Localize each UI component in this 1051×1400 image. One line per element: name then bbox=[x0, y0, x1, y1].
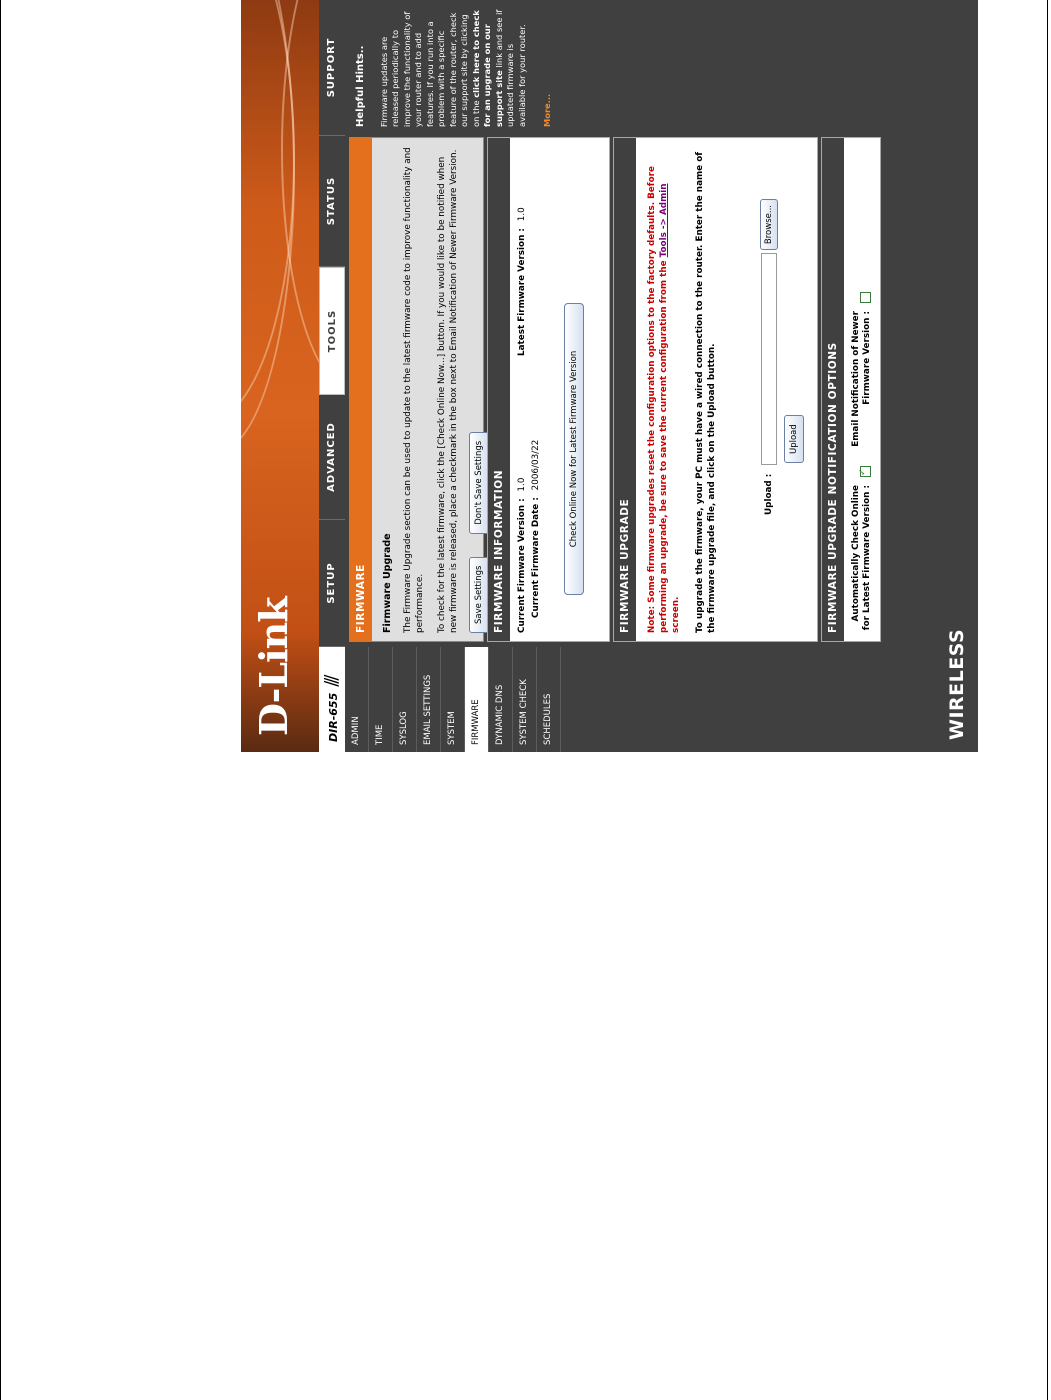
firmware-description: The Firmware Upgrade section can be used to update to the latest firmware code to improve functionality and performance. bbox=[403, 147, 425, 633]
dlink-logo: D-Link bbox=[251, 597, 296, 736]
footer-wireless-text: WIRELESS bbox=[946, 628, 968, 740]
tab-setup[interactable]: SETUP bbox=[319, 520, 345, 647]
tab-status[interactable]: STATUS bbox=[319, 136, 345, 267]
firmware-header: FIRMWARE bbox=[350, 138, 372, 641]
save-settings-button[interactable]: Save Settings bbox=[469, 557, 489, 633]
dont-save-settings-button[interactable]: Don't Save Settings bbox=[469, 432, 489, 534]
sidebar-item-dynamic-dns[interactable]: DYNAMIC DNS bbox=[489, 647, 513, 752]
tools-admin-link[interactable]: Tools -> Admin bbox=[659, 183, 669, 258]
firmware-upgrade-header: FIRMWARE UPGRADE bbox=[614, 138, 636, 641]
upload-file-input[interactable] bbox=[761, 253, 777, 465]
upgrade-instructions: To upgrade the firmware, your PC must have a wired connection to the router. Enter the name of the firmware upgrade file, and click on the Upload button. bbox=[695, 151, 717, 633]
main-content bbox=[349, 137, 949, 642]
helpful-hints-panel bbox=[349, 5, 569, 131]
upgrade-note bbox=[646, 146, 682, 633]
sidebar-item-firmware[interactable]: FIRMWARE bbox=[465, 647, 489, 752]
upgrade-note-prefix: Note: Some firmware upgrades reset the configuration options to the factory defaults. Before performing an upgrade, be sure to save the current configuration from the bbox=[647, 166, 669, 633]
sidebar-item-admin[interactable]: ADMIN bbox=[345, 647, 369, 752]
helpful-hints-title: Helpful Hints.. bbox=[355, 45, 366, 127]
browse-button[interactable]: Browse... bbox=[760, 199, 778, 250]
email-notification-checkbox[interactable] bbox=[860, 292, 871, 303]
current-version-value: 1.0 bbox=[517, 477, 527, 492]
model-label bbox=[319, 647, 345, 752]
router-ui bbox=[241, 0, 978, 752]
sidebar-item-time[interactable]: TIME bbox=[369, 647, 393, 752]
footer bbox=[940, 0, 978, 752]
more-link[interactable]: More... bbox=[542, 93, 552, 127]
sidebar bbox=[345, 647, 978, 752]
upgrade-note-suffix: screen. bbox=[671, 596, 681, 633]
current-date-value: 2006/03/22 bbox=[531, 439, 541, 491]
helpful-hints-text-part1: Firmware updates are released periodically to improve the functionality of your router and to add features. If you run into a problem with a specific feature of the router, check our support site by clicking on the bbox=[378, 11, 481, 127]
sidebar-item-syslog[interactable]: SYSLOG bbox=[393, 647, 417, 752]
helpful-hints-text-part2: link and see if updated firmware is available for your router. bbox=[493, 9, 527, 127]
page-border-right bbox=[1047, 0, 1048, 1400]
model-name: DIR-655 bbox=[327, 692, 340, 742]
sidebar-item-email-settings[interactable]: EMAIL SETTINGS bbox=[417, 647, 441, 752]
upload-button[interactable]: Upload bbox=[784, 415, 804, 463]
banner-swoosh bbox=[281, 0, 319, 392]
latest-version-label: Latest Firmware Version : bbox=[517, 228, 527, 356]
tab-tools[interactable]: TOOLS bbox=[319, 267, 345, 395]
banner bbox=[241, 0, 319, 752]
model-slashes: /// bbox=[321, 677, 342, 687]
firmware-notification-section bbox=[821, 137, 881, 642]
current-version-label: Current Firmware Version : bbox=[517, 498, 527, 633]
firmware-upgrade-section bbox=[613, 137, 818, 642]
firmware-section bbox=[349, 137, 484, 642]
check-online-now-button[interactable]: Check Online Now for Latest Firmware Version bbox=[564, 303, 584, 595]
email-notification-label-line1: Email Notification of Newer bbox=[851, 311, 861, 447]
sidebar-item-schedules[interactable]: SCHEDULES bbox=[537, 647, 561, 752]
firmware-notification-header: FIRMWARE UPGRADE NOTIFICATION OPTIONS bbox=[822, 138, 844, 641]
current-date-label: Current Firmware Date : bbox=[531, 497, 541, 618]
auto-check-label-line1: Automatically Check Online bbox=[851, 485, 861, 622]
firmware-information-section bbox=[487, 137, 610, 642]
auto-check-checkbox[interactable] bbox=[860, 466, 871, 477]
latest-version-value: 1.0 bbox=[517, 207, 527, 222]
firmware-upgrade-title: Firmware Upgrade bbox=[382, 533, 393, 633]
firmware-information-header: FIRMWARE INFORMATION bbox=[488, 138, 510, 641]
tab-support[interactable]: SUPPORT bbox=[319, 0, 345, 136]
router-ui-rotated bbox=[241, 0, 978, 752]
upload-label: Upload : bbox=[764, 473, 774, 515]
auto-check-label-line2: for Latest Firmware Version : bbox=[862, 485, 872, 631]
helpful-hints-text bbox=[379, 5, 529, 131]
sidebar-item-system[interactable]: SYSTEM bbox=[441, 647, 465, 752]
support-site-link[interactable]: click here to check for an upgrade on our support site bbox=[470, 10, 504, 127]
page-border-left bbox=[0, 0, 1, 1400]
email-notification-label-line2: Firmware Version : bbox=[862, 311, 872, 405]
tab-advanced[interactable]: ADVANCED bbox=[319, 395, 345, 520]
sidebar-item-system-check[interactable]: SYSTEM CHECK bbox=[513, 647, 537, 752]
firmware-instructions: To check for the latest firmware, click the [Check Online Now...] button. If you would like to be notified when new firmware is released, place a checkmark in the box next to Email Notification of Newer Firmware Version. bbox=[437, 149, 459, 633]
